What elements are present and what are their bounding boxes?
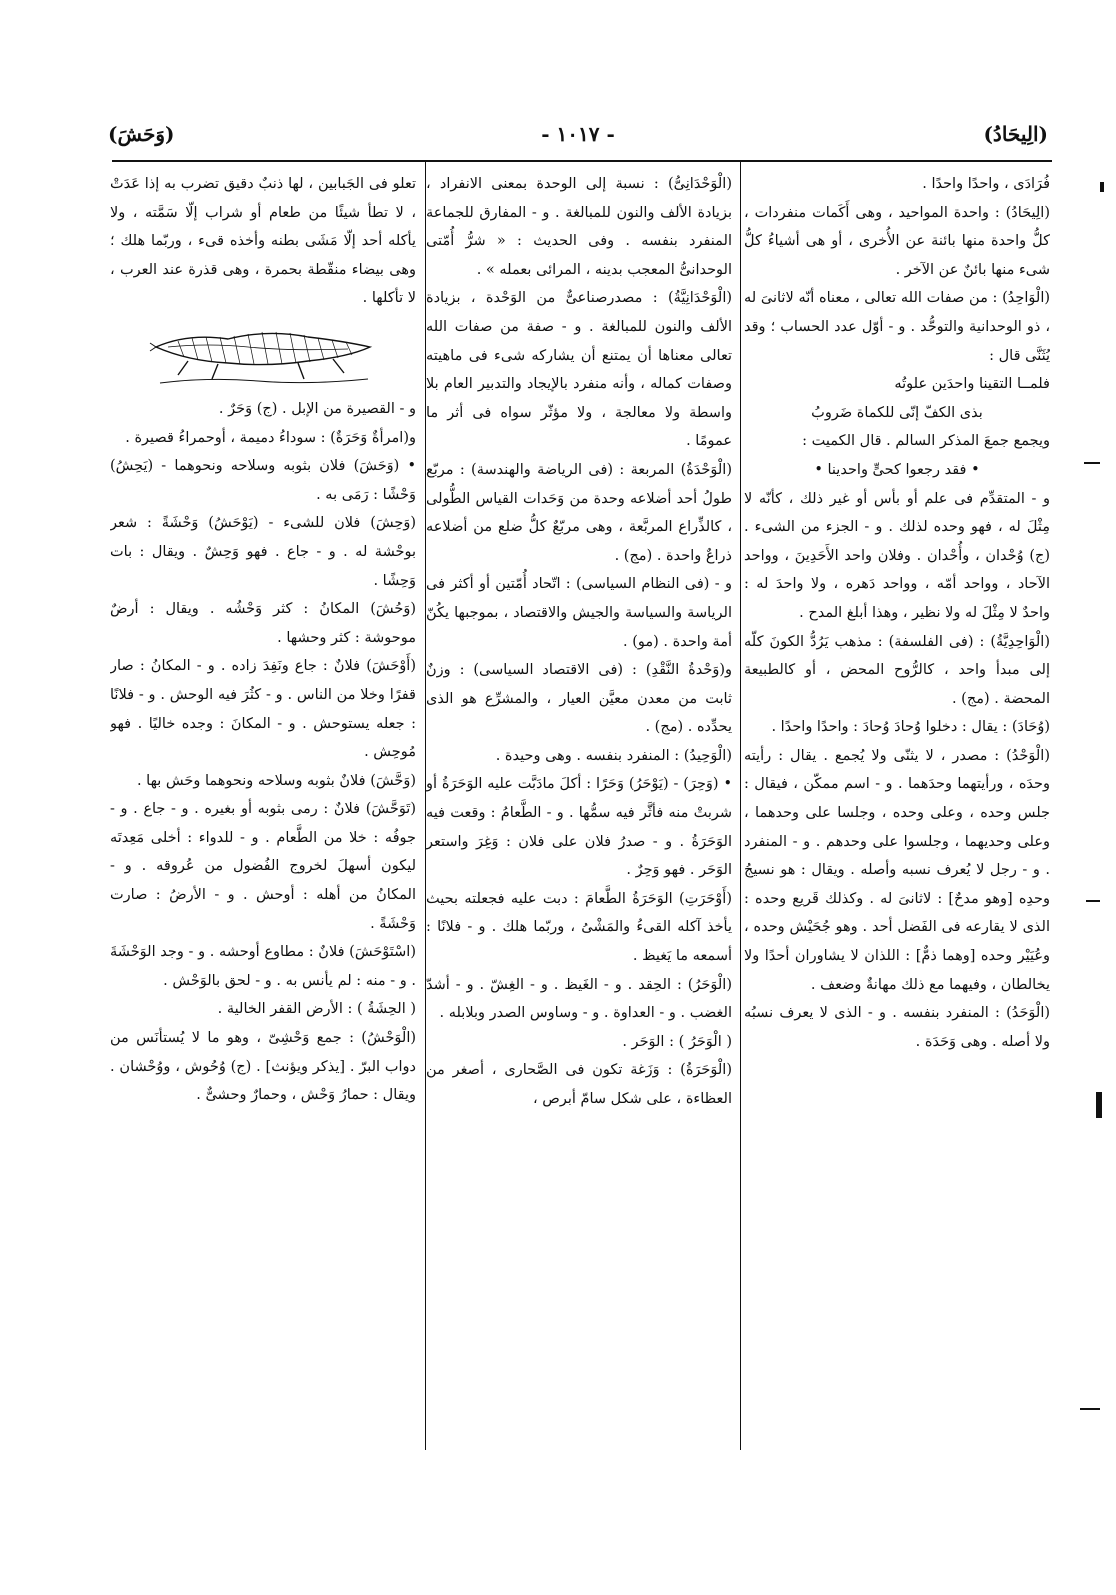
header-rule xyxy=(112,160,1052,162)
entry-paragraph: (الْوَحْدَانِيَّةُ) : مصدرصناعىٌّ من الوَحْدة ، بزيادة الألف والنون للمبالغة . و - صفة من صفات الله تعالى معناها أن يمتنع أن يشاركه شىء فى ماهيته وصفات كماله ، وأنه منفرد بالإيجاد والتدبير العام بلا واسطة ولا معالجة ، ولا مؤثّر سواه فى أثر ما عمومًا . xyxy=(426,290,732,450)
entry-paragraph: (اسْتَوْحَشَ) فلانٌ : مطاوع أوحشه . و - وجد الوَحْشَةَ . و - منه : لم يأنس به . و - لحق بالوَحْش . xyxy=(110,944,416,989)
entry-paragraph: (أَوْحَرَتِ) الوَحَرَةُ الطَّعامَ : دبت عليه فجعلته بحيث يأخذ آكله القىءُ والمَشْىُ ، وربّما هلك . و - فلانًا : أسمعه ما يَغيظ . xyxy=(426,890,732,965)
entry-paragraph: (الْوَحِيدُ) : المنفرد بنفسه . وهى وحيدة . xyxy=(495,747,732,764)
column-middle xyxy=(426,170,732,1440)
entry-paragraph: (الْوَاحِدُ) : من صفات الله تعالى ، معناه أنّه لاثانىَ له ، ذو الوحدانية والتوحُّد . و - أوّل عدد الحساب ؛ وقد يُثَنَّى قال : xyxy=(744,290,1050,364)
entry-paragraph: و(وَحْدةُ النَّقْدِ) : (فى الاقتصاد السياسى) : وزنٌ ثابت من معدن معيَّن العيار ، والمشرِّع هو الذى يحدِّده . (مج) . xyxy=(426,662,732,736)
entry-paragraph: (الْوَحَرُ) : الحِقد . و - الغَيظ . و - الغِشّ . و - أشدّ الغضب . و - العداوة . و - وساوس الصدر وبلابله . xyxy=(426,976,732,1022)
entry-paragraph: و - القصيرة من الإبل . (ج) وَحَرٌ . xyxy=(218,400,416,417)
entry-paragraph: (وَحَّشَ) فلانٌ بثوبه وسلاحه ونحوهما وحَش بها . xyxy=(136,772,416,789)
verse-line: • فقد رجعوا كحىٍّ واحدينا • xyxy=(814,461,980,478)
entry-paragraph: (الْوَحْدُ) : مصدر ، لا يثنّى ولا يُجمع . يقال : رأيته وحدَه ، ورأيتهما وحدَهما . و - اسم ممكّن ، فيقال : جلس وحده ، وعلى وحده ، وجلسا على وحدهما ، وعلى وحديهما ، وجلسوا على وحدهم . و - المنفرد . و - رجل لا يُعرف نسبه وأصله . ويقال : هو نسيجُ وحدِه [وهو مدحٌ] : لاثانىَ له . وكذلك قَريع وحده : الذى لا يقارعه فى الفَضل أحد . وهو جُحَيْش وحده ، وعُيَيْر وحده [وهما ذمٌّ] : اللذان لا يشاوران أحدًا ولا يخالطان ، وفيهما مع ذلك مهانةٌ وضعف . xyxy=(744,747,1050,993)
scan-mark xyxy=(1086,900,1100,902)
entry-paragraph: (الْوَاحِدِيَّةُ) : (فى الفلسفة) : مذهب يَرُدُّ الكونَ كلّه إلى مبدأ واحد ، كالرُّوح المحض ، أو كالطبيعة المحضة . (مج) . xyxy=(744,633,1050,707)
entry-paragraph: و - المتقدِّم فى علم أو بأس أو غير ذلك ، كأنّه لا مِثْلَ له ، فهو وحده لذلك . و - الجزء من الشىء . (ج) وُحْدان ، وأُحْدان . وفلان واحد الأَحَدِينَ ، وواحد الآحاد ، وواحد أمّه ، وواحد دَهره ، ولا واحدَ له : واحدٌ لا مِثْلَ له ولا نظير ، وهذا أبلغ المدح . xyxy=(744,490,1050,621)
entry-paragraph: (وَحِشَ) فلان للشىء - (يَوْحَشُ) وَحْشَةً : شعر بوحْشة له . و - جاع . فهو وَحِشٌ . ويقال : بات وَحِشًا . xyxy=(110,515,416,589)
column-divider xyxy=(740,160,741,1450)
page-header xyxy=(108,112,1048,160)
entry-paragraph: (الْوَحْدَةُ) المربعة : (فى الرياضة والهندسة) : مربّع طولُ أحد أضلاعه وحدة من وَحَدات القياس الطُّولى ، كالذِّراع المربَّعة ، وهى مربّعٌ كلُّ ضلع من أضلاعه ذراعٌ واحدة . (مج) . xyxy=(426,461,732,564)
entry-paragraph: و(امرأةٌ وَحَرَةٌ) : سوداءُ دميمة ، أوحمراءُ قصيرة . xyxy=(125,429,416,446)
entry-paragraph: (الْوَحْشُ) : جمع وَحْشِىّ ، وهو ما لا يُستأنَس من دواب البرّ . [يذكر ويؤنث] . (ج) وُحُوش ، ووُحْشان . ويقال : حمارُ وَحْش ، وحمارٌ وحشىٌّ . xyxy=(110,1030,416,1104)
entry-paragraph: (أَوْحَشَ) فلانٌ : جاع ونَفِدَ زاده . و - المكانُ : صار قفرًا وخلا من الناس . و - كثُرَ فيه الوحش . و - فلانًا : جعله يستوحش . و - المكانَ : وجده خاليًا . فهو مُوحِش . xyxy=(110,658,416,761)
entry-paragraph: (الِيحَادُ) : واحدة المواحيد ، وهى أَكَمات منفردات ، كلُّ واحدة منها بائنة عن الأُخرى ، أو هى أشياءُ كلُّ شىء منها بائنٌ عن الآخر . xyxy=(744,204,1050,278)
page-number: - ١٠١٧ - xyxy=(541,122,615,146)
scan-mark xyxy=(1080,1408,1100,1410)
entry-paragraph: (الْوَحَدُ) : المنفرد بنفسه . و - الذى لا يعرف نسبُه ولا أصله . وهى وَحَدَة . xyxy=(744,1005,1050,1050)
scan-mark xyxy=(1100,182,1104,192)
column-right xyxy=(744,170,1050,1440)
header-entry-left: (وَحَشَ) xyxy=(108,122,175,146)
scan-mark xyxy=(1084,462,1100,464)
entry-paragraph: ويجمع جمعَ المذكر السالم . قال الكميت : xyxy=(802,433,1050,450)
scan-mark xyxy=(1096,1092,1102,1118)
entry-paragraph: ( الْوَحَرُ ) : الوَحَر . xyxy=(622,1033,732,1050)
entry-paragraph: و - (فى النظام السياسى) : اتّحاد أُمّتين أو أكثر فى الرياسة والسياسة والجيش والاقتصاد ، بموجبها يكُنّ أمة واحدة . (مو) . xyxy=(426,576,732,650)
verse-line: بذى الكفّ إنّى للكماة ضَروبُ xyxy=(811,404,983,421)
entry-paragraph: (الْوَحْدَانِىُّ) : نسبة إلى الوحدة بمعنى الانفراد ، بزيادة الألف والنون للمبالغة . و - المفارق للجماعة المنفرد بنفسه . وفى الحديث : « شرُّ أُمّتى الوحدانىُّ المعجب بدينه ، المرائى بعمله » . xyxy=(426,176,732,278)
entry-paragraph: (الْوَحَرَةُ) : وَزَغة تكون فى الصَّحارى ، أصغر من العظاءة ، على شكل سامّ أبرص ، xyxy=(426,1062,732,1107)
entry-paragraph: • (وَحِرَ) - (يَوْحَرُ) وَحَرًا : أكلَ مادَبَّت عليه الوَحَرَةُ أو شربتْ منه فأثَّر فيه سمُّها . و - الطَّعامُ : وقعت فيه الوَحَرَةُ . و - صدرُ فلان على فلان : وَغِرَ واستعر الوَحَر . فهو وَحِرٌ . xyxy=(426,776,732,879)
entry-paragraph: (وُحَادَ) : يقال : دخلوا وُحادَ وُحادَ : واحدًا واحدًا . xyxy=(771,719,1050,736)
entry-paragraph: (تَوَحَّشَ) فلانٌ : رمى بثوبه أو بغيره . و - جاع . و - جوفُه : خلا من الطَّعام . و - للدواء : أخلى مَعِدتَه ليكون أسهلَ لخروج الفُضول من عُروقه . و - المكانُ من أهله : أوحش . و - الأرضُ : صارت وَحْشَةً . xyxy=(110,801,416,932)
column-left xyxy=(110,170,416,1440)
entry-paragraph: تعلو فى الجَبابين ، لها ذنبٌ دقيق تضرب به إذا عَدَتْ ، لا تطأ شيئًا من طعام أو شراب إلّا سَمَّته ، ولا يأكله أحد إلّا مَشَى بطنه وأخذه قىء ، وربّما هلك ؛ وهى بيضاء منقّطة بحمرة ، وهى قذرة عند العرب ، لا تأكلها . xyxy=(110,176,416,307)
header-entry-right: (الِيحَادُ) xyxy=(983,122,1048,146)
verse-line: فلمــا التقينا واحدَين علوتُه xyxy=(894,376,1050,393)
lizard-engraving-icon xyxy=(148,317,378,389)
entry-paragraph: (وَحُشَ) المكانُ : كثر وَحْشُه . ويقال : أرضٌ موحوشة : كثر وحشها . xyxy=(110,601,416,646)
entry-paragraph: • (وَحَشَ) فلان بثوبه وسلاحه ونحوهما - (يَحِشُ) وَحْشًا : رَمَى به . xyxy=(110,458,416,503)
entry-paragraph: فُرَادَى ، واحدًا واحدًا . xyxy=(922,176,1050,192)
entry-paragraph: ( الحِشَةُ ) : الأرض القفر الخالية . xyxy=(217,1001,416,1018)
